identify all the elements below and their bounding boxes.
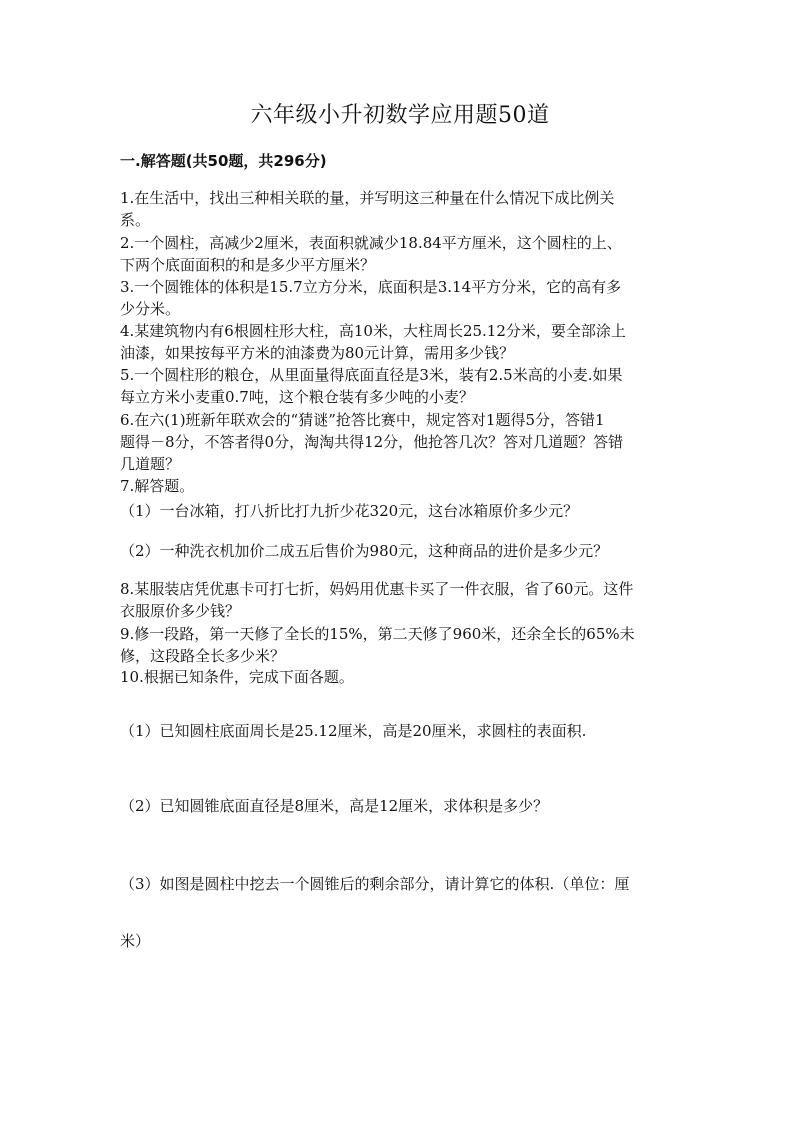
question-3-line-1: 3.一个圆锥体的体积是15.7立方分米，底面积是3.14平方分米，它的高有多 — [120, 278, 622, 296]
question-9-line-1: 9.修一段路，第一天修了全长的15%，第二天修了960米，还余全长的65%未 — [120, 625, 635, 643]
question-10-part-2: （2）已知圆锥底面直径是8厘米，高是12厘米，求体积是多少？ — [120, 797, 549, 815]
question-10-part-3-line-1: （3）如图是圆柱中挖去一个圆锥后的剩余部分，请计算它的体积.（单位：厘 — [120, 875, 630, 893]
question-8-line-1: 8.某服装店凭优惠卡可打七折，妈妈用优惠卡买了一件衣服，省了60元。这件 — [120, 580, 634, 598]
question-10-part-1: （1）已知圆柱底面周长是25.12厘米，高是20厘米，求圆柱的表面积. — [120, 722, 587, 740]
question-1-line-1: 1.在生活中，找出三种相关联的量，并写明这三种量在什么情况下成比例关 — [120, 189, 615, 207]
page-title: 六年级小升初数学应用题50道 — [250, 103, 550, 128]
question-7-line-1: 7.解答题。 — [120, 477, 195, 495]
question-6-line-3: 几道题？ — [120, 455, 181, 473]
question-10-line-1: 10.根据已知条件，完成下面各题。 — [120, 668, 354, 686]
question-4-line-2: 油漆，如果按每平方米的油漆费为80元计算，需用多少钱？ — [120, 344, 515, 362]
section-header: 一.解答题(共50题，共296分) — [120, 152, 327, 170]
question-8-line-2: 衣服原价多少钱？ — [120, 602, 241, 620]
question-9-line-2: 修，这段路全长多少米？ — [120, 647, 286, 665]
question-1-line-2: 系。 — [120, 211, 151, 229]
question-5-line-1: 5.一个圆柱形的粮仓，从里面量得底面直径是3米，装有2.5米高的小麦.如果 — [120, 366, 623, 384]
question-3-line-2: 少分米。 — [120, 300, 181, 318]
question-4-line-1: 4.某建筑物内有6根圆柱形大柱，高10米，大柱周长25.12分米，要全部涂上 — [120, 322, 626, 340]
question-10-part-3-line-2: 米） — [120, 932, 151, 950]
question-7-part-1: （1）一台冰箱，打八折比打九折少花320元，这台冰箱原价多少元？ — [120, 502, 579, 520]
question-2-line-2: 下两个底面面积的和是多少平方厘米？ — [120, 256, 376, 274]
question-6-line-1: 6.在六(1)班新年联欢会的“猜谜”抢答比赛中，规定答对1题得5分，答错1 — [120, 411, 605, 429]
question-5-line-2: 每立方米小麦重0.7吨，这个粮仓装有多少吨的小麦？ — [120, 388, 474, 406]
question-7-part-2: （2）一种洗衣机加价二成五后售价为980元，这种商品的进价是多少元？ — [120, 542, 609, 560]
question-6-line-2: 题得－8分，不答者得0分，淘淘共得12分，他抢答几次？答对几道题？答错 — [120, 433, 624, 451]
question-2-line-1: 2.一个圆柱，高减少2厘米，表面积就减少18.84平方厘米，这个圆柱的上、 — [120, 234, 622, 252]
